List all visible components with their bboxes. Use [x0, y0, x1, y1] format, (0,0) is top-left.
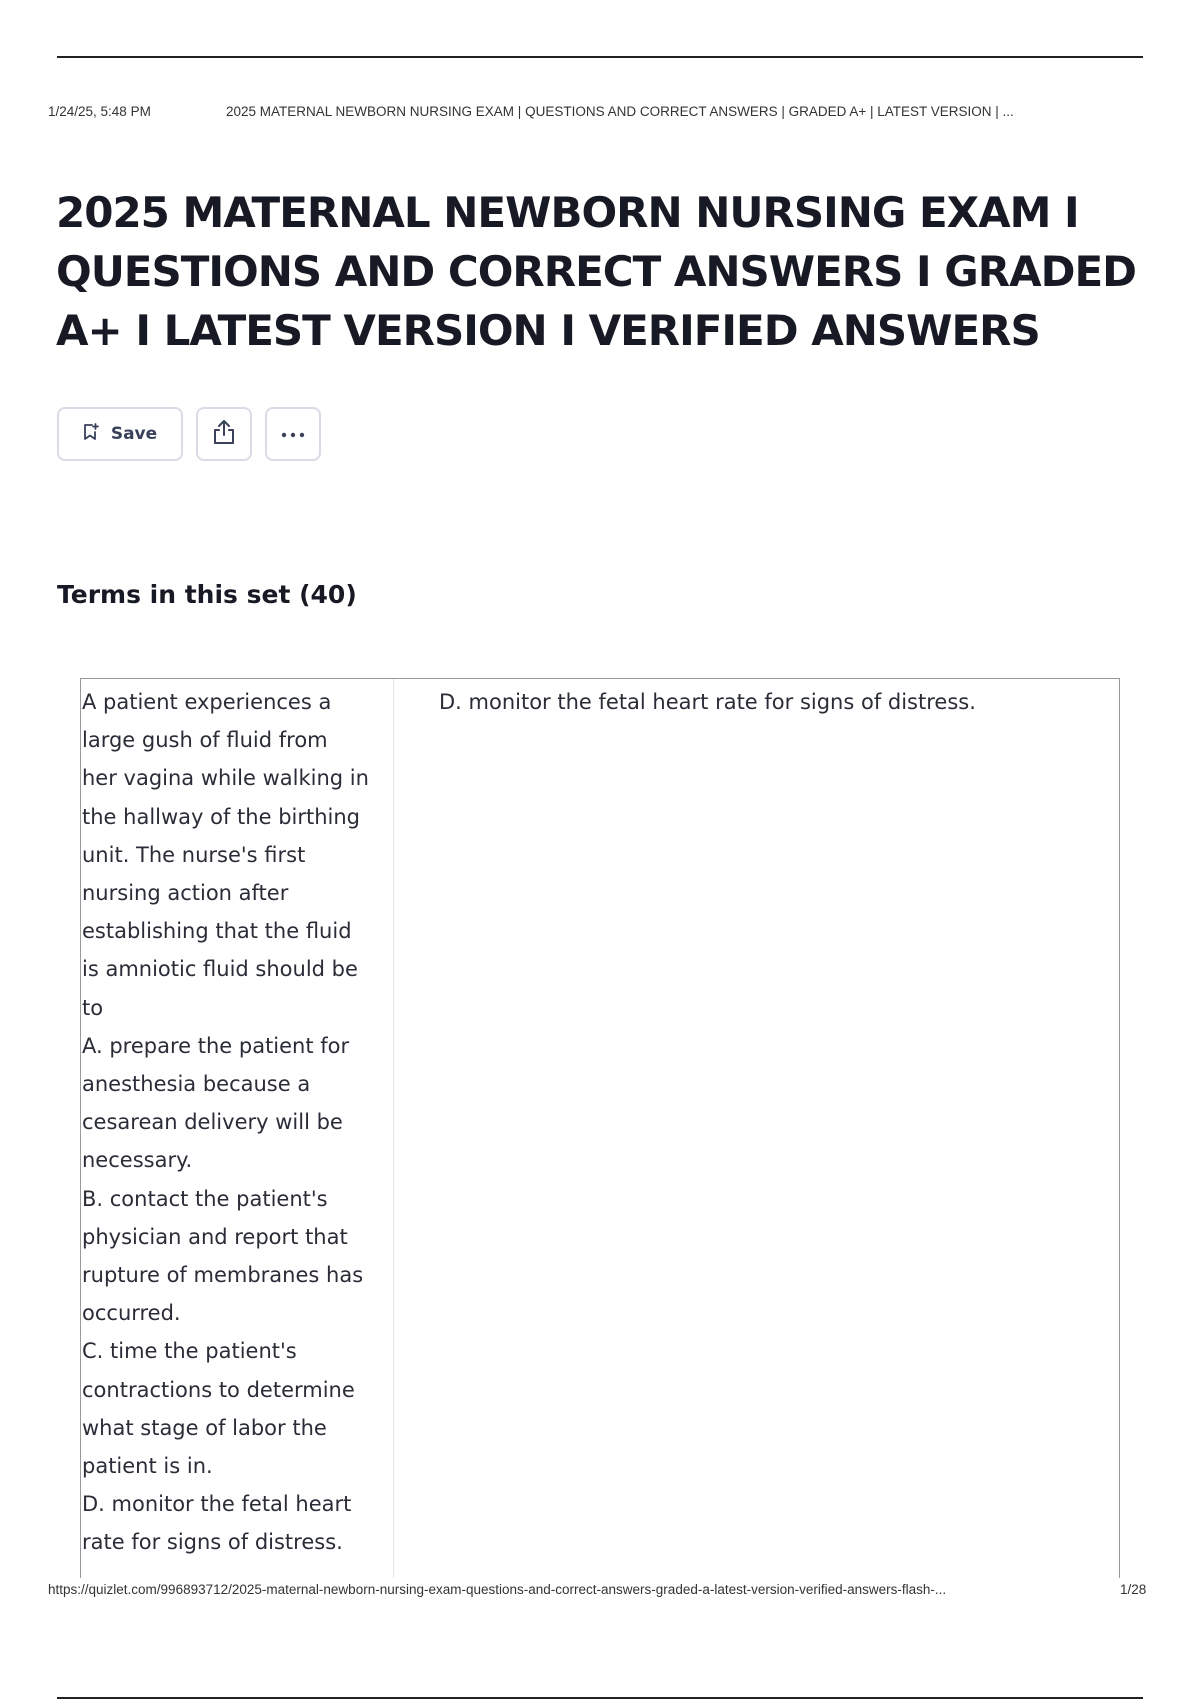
more-icon [279, 424, 307, 444]
bottom-rule [57, 1697, 1143, 1699]
page-title: 2025 MATERNAL NEWBORN NURSING EXAM I QUESTIONS AND CORRECT ANSWERS I GRADED A+ I LATEST VERSION I VERIFIED ANSWERS [56, 188, 1137, 355]
print-doc-title: 2025 MATERNAL NEWBORN NURSING EXAM | QUESTIONS AND CORRECT ANSWERS | GRADED A+ | LATEST VERSION | ... [226, 104, 1014, 119]
top-rule [57, 56, 1143, 58]
term-text: A patient experiences a large gush of fluid from her vagina while walking in the hallway of the birthing unit. The nurse's first nursing action after establishing that the fluid is amniotic fluid should be to A. prepare the patient for anesthesia because a cesarean delivery will be necessary. B. contact the patient's physician and report that rupture of membranes has occurred. C. time the patient's contractions to determine what stage of labor the patient is in. D. monitor the fetal heart rate for signs of distress. [82, 690, 369, 1555]
print-date: 1/24/25, 5:48 PM [48, 104, 151, 119]
bookmark-add-icon [83, 423, 99, 446]
action-bar [57, 407, 321, 461]
card-divider [393, 679, 394, 1578]
share-icon [211, 418, 237, 451]
print-url: https://quizlet.com/996893712/2025-maternal-newborn-nursing-exam-questions-and-correct-answers-graded-a-latest-version-verified-answers-flash-... [48, 1582, 947, 1597]
share-button[interactable] [196, 407, 252, 461]
terms-section-title: Terms in this set (40) [57, 580, 357, 609]
print-page-number: 1/28 [1120, 1582, 1147, 1597]
save-button[interactable] [57, 407, 183, 461]
save-label: Save [110, 424, 158, 444]
definition-text: D. monitor the fetal heart rate for signs of distress. [439, 690, 976, 714]
more-options-button[interactable] [265, 407, 321, 461]
term-card [80, 678, 1120, 1578]
